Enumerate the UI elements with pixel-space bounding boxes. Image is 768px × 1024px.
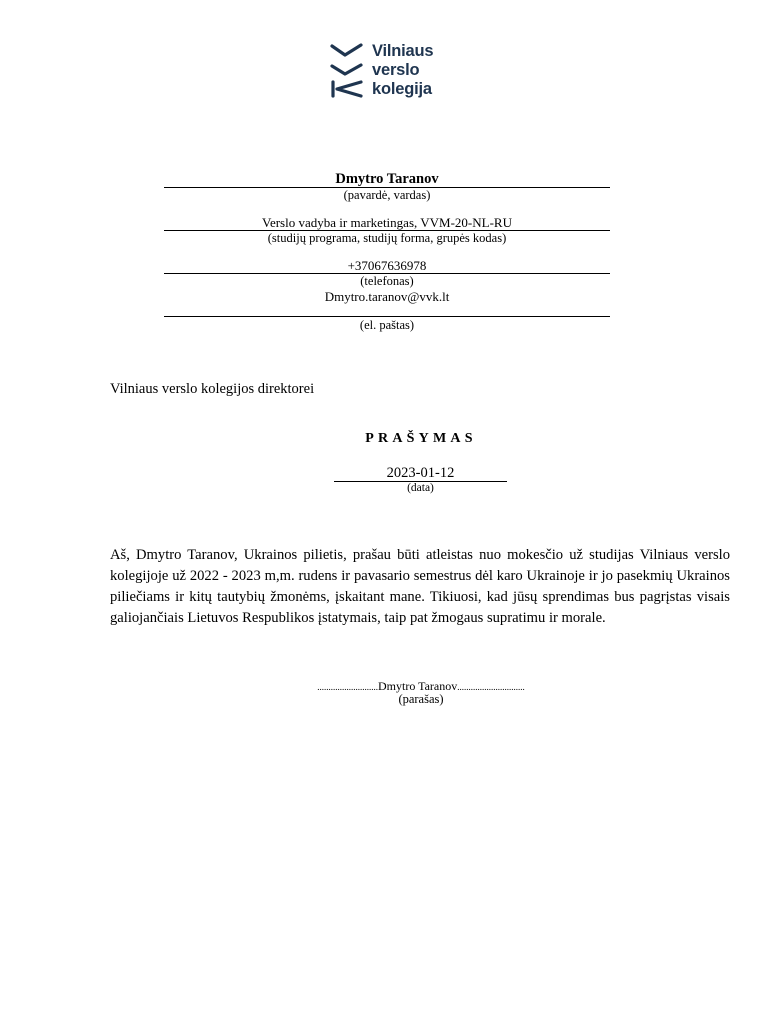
college-logo: [330, 42, 450, 100]
name-hint: (pavardė, vardas): [343, 188, 431, 202]
email-address: Dmytro.taranov@vvk.lt: [324, 289, 450, 304]
logo-wordmark: [372, 42, 433, 99]
signature-name: Dmytro Taranov: [377, 679, 458, 693]
logo-line-3: kolegija: [372, 80, 432, 98]
addressee: Vilniaus verslo kolegijos direktorei: [110, 381, 315, 397]
phone-field: [164, 258, 610, 304]
program-field: [164, 215, 610, 245]
signature-hint: (parašas): [398, 692, 444, 706]
applicant-name: Dmytro Taranov: [335, 171, 439, 187]
phone-hint: (telefonas): [360, 274, 414, 288]
logo-line-2: verslo: [372, 61, 420, 79]
date-field: [334, 465, 507, 495]
email-rule: [164, 316, 610, 317]
logo-line-1: Vilniaus: [372, 42, 434, 60]
signature-dots-right: ..............................: [457, 682, 525, 692]
date-value: 2023-01-12: [386, 465, 455, 481]
study-program: Verslo vadyba ir marketingas, VVM-20-NL-RU: [262, 215, 512, 230]
signature-dots-left: ...........................: [317, 682, 378, 692]
name-field: [164, 171, 610, 202]
email-field: [164, 316, 610, 332]
document-title: PRAŠYMAS: [365, 431, 477, 446]
request-body: Aš, Dmytro Taranov, Ukrainos pilietis, prašau būti atleistas nuo mokesčio už studijas Vilniaus verslo kolegijoje už 2022 - 2023 m,m. rudens ir pavasario semestrus dėl karo Ukrainoje ir jo pasekmių Ukrainos piliečiams ir kitų tautybių žmonėms, įskaitant mane. Tikiuosi, kad jūsų sprendimas bus pagrįstas visais galiojančiais Lietuvos Respublikos įstatymais, taip pat žmogaus supratimu ir morale.: [110, 547, 730, 626]
logo-mark-icon: [330, 42, 366, 100]
email-hint: (el. paštas): [359, 318, 415, 332]
date-hint: (data): [407, 482, 434, 494]
program-hint: (studijų programa, studijų forma, grupės kodas): [267, 231, 507, 245]
phone-number: +37067636978: [347, 258, 427, 273]
